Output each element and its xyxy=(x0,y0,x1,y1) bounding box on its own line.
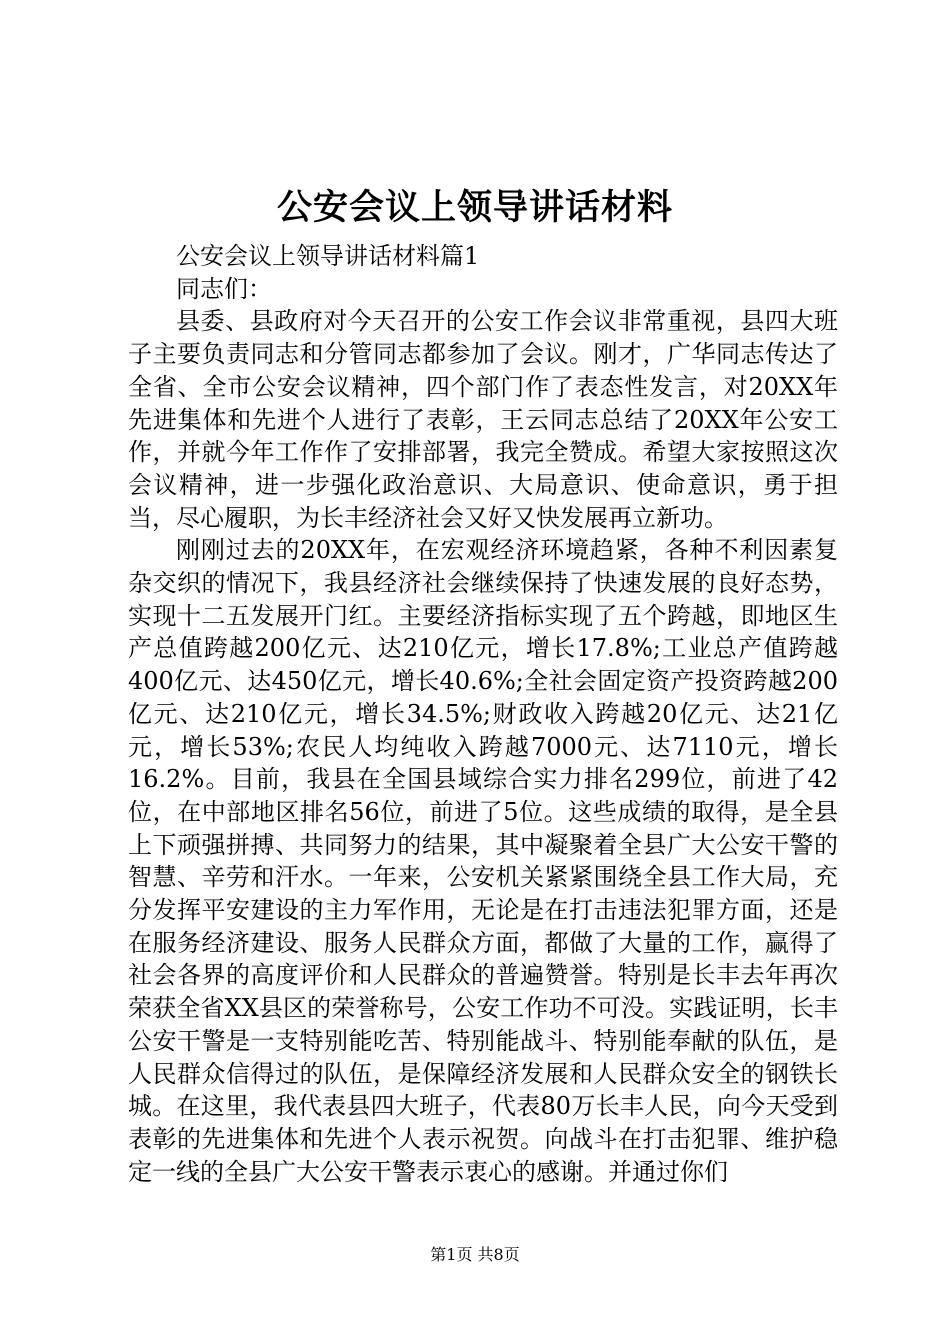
paragraph-1: 县委、县政府对今天召开的公安工作会议非常重视，县四大班子主要负责同志和分管同志都参加了会议。刚才，广华同志传达了全省、全市公安会议精神，四个部门作了表态性发言，对20XX年先进集体和先进个人进行了表彰，王云同志总结了20XX年公安工作，并就今年工作作了安排部署，我完全赞成。希望大家按照这次会议精神，进一步强化政治意识、大局意识、使命意识，勇于担当，尽心履职，为长丰经济社会又好又快发展再立新功。 xyxy=(128,307,838,532)
paragraph-2: 刚刚过去的20XX年，在宏观经济环境趋紧，各种不利因素复杂交织的情况下，我县经济社会继续保持了快速发展的良好态势，实现十二五发展开门红。主要经济指标实现了五个跨越，即地区生产总值跨越200亿元、达210亿元，增长17.8%;工业总产值跨越400亿元、达450亿元，增长40.6%;全社会固定资产投资跨越200亿元、达210亿元，增长34.5%;财政收入跨越20亿元、达21亿元，增长53%;农民人均纯收入跨越7000元、达7110元，增长16.2%。目前，我县在全国县域综合实力排名299位，前进了42位，在中部地区排名56位，前进了5位。这些成绩的取得，是全县上下顽强拼搏、共同努力的结果，其中凝聚着全县广大公安干警的智慧、辛劳和汗水。一年来，公安机关紧紧围绕全县工作大局，充分发挥平安建设的主力军作用，无论是在打击违法犯罪方面，还是在服务经济建设、服务人民群众方面，都做了大量的工作，赢得了社会各界的高度评价和人民群众的普遍赞誉。特别是长丰去年再次荣获全省XX县区的荣誉称号，公安工作功不可没。实践证明，长丰公安干警是一支特别能吃苦、特别能战斗、特别能奉献的队伍，是人民群众信得过的队伍，是保障经济发展和人民群众安全的钢铁长城。在这里，我代表县四大班子，代表80万长丰人民，向今天受到表彰的先进集体和先进个人表示祝贺。向战斗在打击犯罪、维护稳定一线的全县广大公安干警表示衷心的感谢。并通过你们 xyxy=(128,536,838,1186)
salutation: 同志们： xyxy=(176,274,272,303)
document-subtitle: 公安会议上领导讲话材料篇1 xyxy=(176,242,480,270)
page-footer: 第1页 共8页 xyxy=(430,1245,520,1264)
document-title: 公安会议上领导讲话材料 xyxy=(276,187,673,228)
document-body xyxy=(128,240,838,1188)
